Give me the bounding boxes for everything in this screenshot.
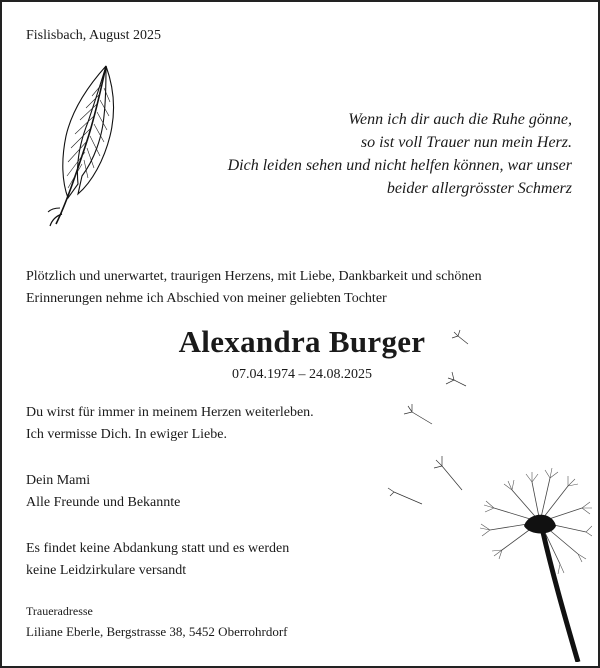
farewell-message — [26, 402, 314, 446]
poem-line: so ist voll Trauer nun mein Herz. — [360, 134, 572, 151]
poem-line: Dich leiden sehen und nicht helfen können, war unser — [227, 157, 572, 174]
deceased-name: Alexandra Burger — [178, 324, 426, 359]
mourners — [26, 470, 180, 514]
message-line: Ich vermisse Dich. In ewiger Liebe. — [26, 427, 227, 442]
intro-line: Plötzlich und unerwartet, traurigen Herzens, mit Liebe, Dankbarkeit und schönen — [26, 269, 482, 284]
mourner-line: Dein Mami — [26, 473, 91, 488]
dandelion-illustration — [382, 322, 592, 662]
mourning-address: Liliane Eberle, Bergstrasse 38, 5452 Oberrohrdorf — [26, 624, 288, 639]
place-date: Fislisbach, August 2025 — [26, 28, 161, 43]
mourner-line: Alle Freunde und Bekannte — [26, 495, 181, 510]
notice-line: keine Leidzirkulare versandt — [26, 563, 187, 578]
intro-text — [26, 266, 576, 310]
message-line: Du wirst für immer in meinem Herzen weiterleben. — [26, 405, 314, 420]
poem-line: beider allergrösster Schmerz — [386, 180, 572, 197]
poem-line: Wenn ich dir auch die Ruhe gönne, — [348, 111, 572, 128]
life-dates: 07.04.1974 – 24.08.2025 — [232, 367, 372, 382]
notice-line: Es findet keine Abdankung statt und es werden — [26, 541, 290, 556]
ceremony-notice — [26, 538, 289, 582]
address-label: Traueradresse — [26, 604, 93, 618]
intro-line: Erinnerungen nehme ich Abschied von meiner geliebten Tochter — [26, 291, 387, 306]
poem — [132, 108, 572, 200]
feather-illustration — [42, 64, 122, 232]
